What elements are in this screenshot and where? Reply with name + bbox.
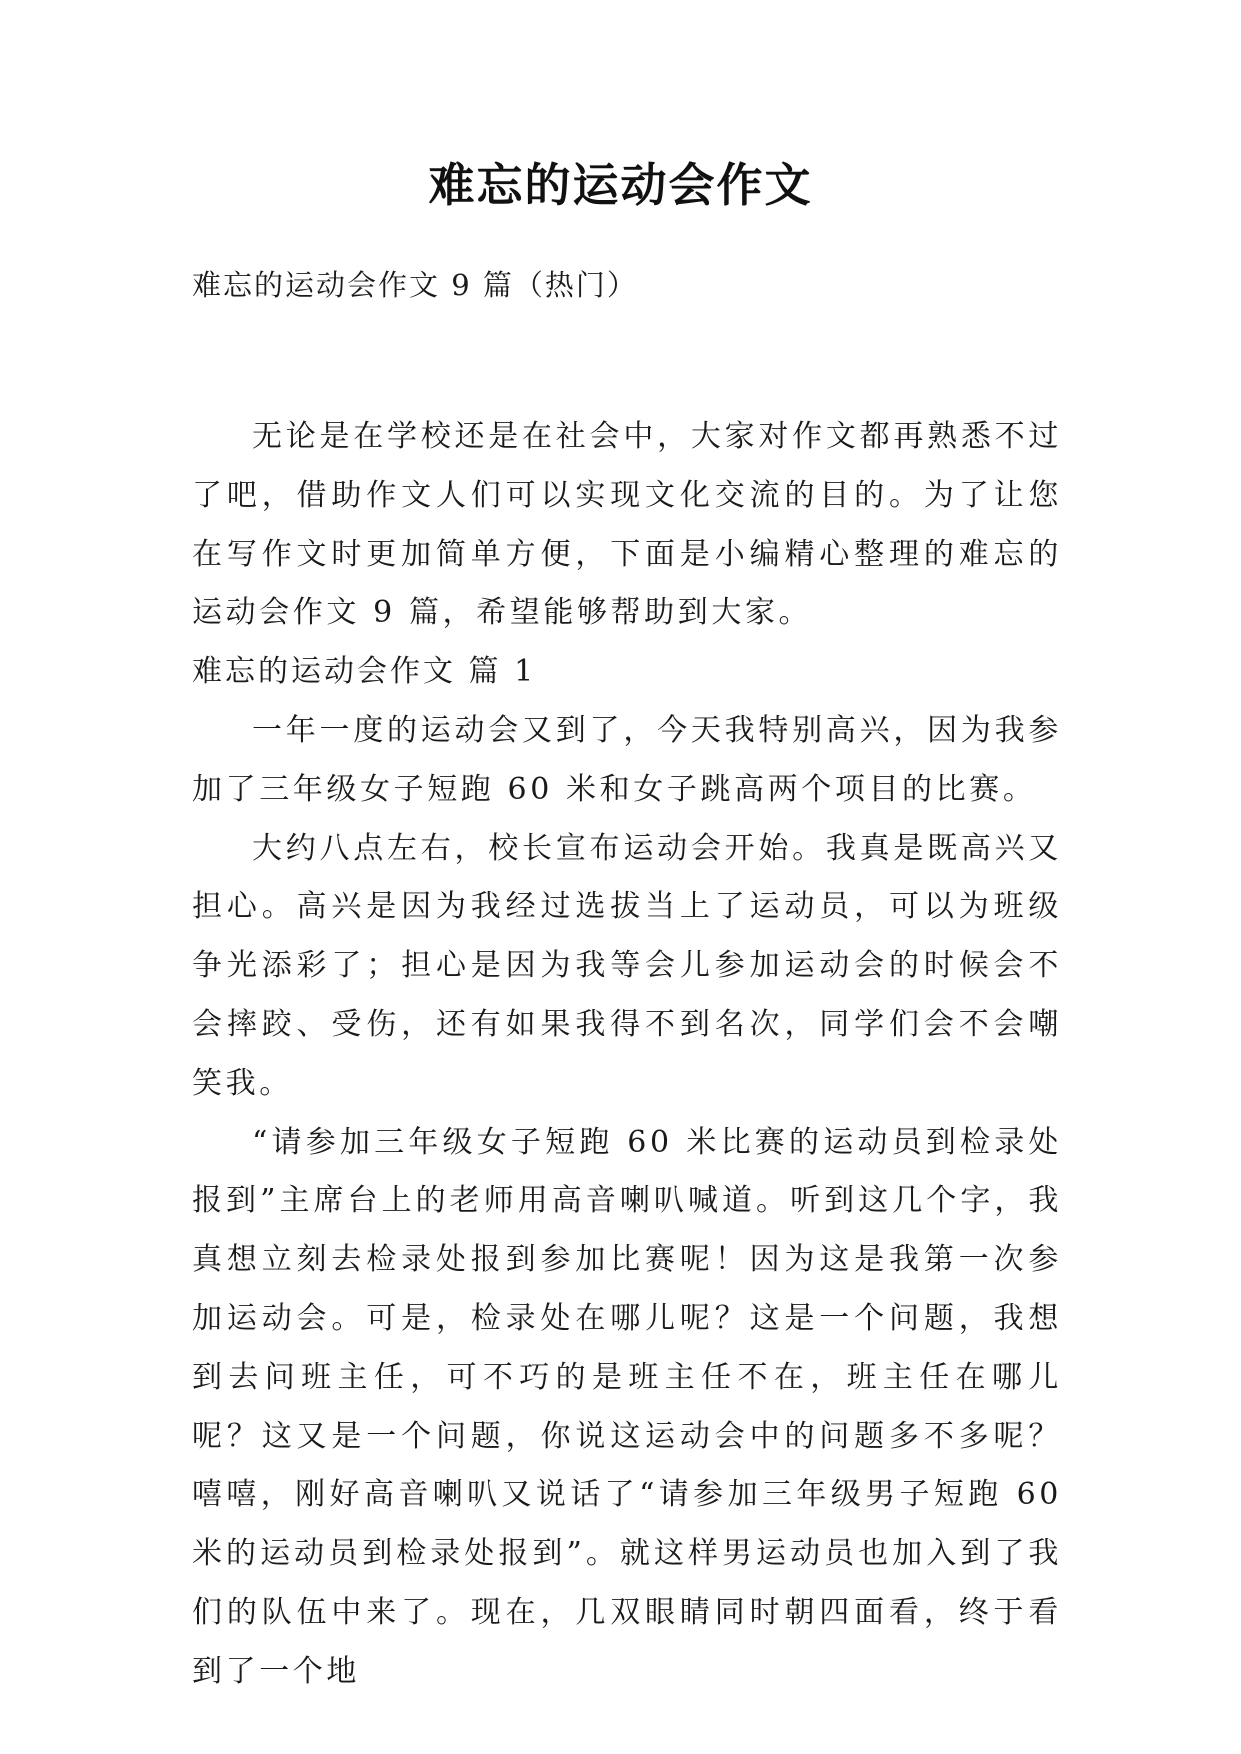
section-heading: 难忘的运动会作文 篇 1	[192, 654, 537, 690]
intro-paragraph: 无论是在学校还是在社会中，大家对作文都再熟悉不过了吧，借助作文人们可以实现文化交流的目的。为了让您在写作文时更加简单方便，下面是小编精心整理的难忘的运动会作文 9 篇，希望能够帮助到大家。	[192, 419, 1062, 631]
document-title: 难忘的运动会作文	[428, 158, 813, 212]
document-subtitle: 难忘的运动会作文 9 篇（热门）	[192, 268, 638, 302]
body-paragraph-3: “请参加三年级女子短跑 60 米比赛的运动员到检录处报到”主席台上的老师用高音喇叭喊道。听到这几个字，我真想立刻去检录处报到参加比赛呢！因为这是我第一次参加运动会。可是，检录处在哪儿呢？这是一个问题，我想到去问班主任，可不巧的是班主任不在，班主任在哪儿呢？这又是一个问题，你说这运动会中的问题多不多呢？嘻嘻，刚好高音喇叭又说话了“请参加三年级男子短跑 60 米的运动员到检录处报到”。就这样男运动员也加入到了我们的队伍中来了。现在，几双眼睛同时朝四面看，终于看到了一个地	[192, 1124, 1062, 1689]
body-paragraph-1: 一年一度的运动会又到了，今天我特别高兴，因为我参加了三年级女子短跑 60 米和女子跳高两个项目的比赛。	[192, 712, 1062, 807]
document-body	[192, 408, 1062, 1702]
body-paragraph-2: 大约八点左右，校长宣布运动会开始。我真是既高兴又担心。高兴是因为我经过选拔当上了运动员，可以为班级争光添彩了；担心是因为我等会儿参加运动会的时候会不会摔跤、受伤，还有如果我得不到名次，同学们会不会嘲笑我。	[192, 830, 1062, 1101]
